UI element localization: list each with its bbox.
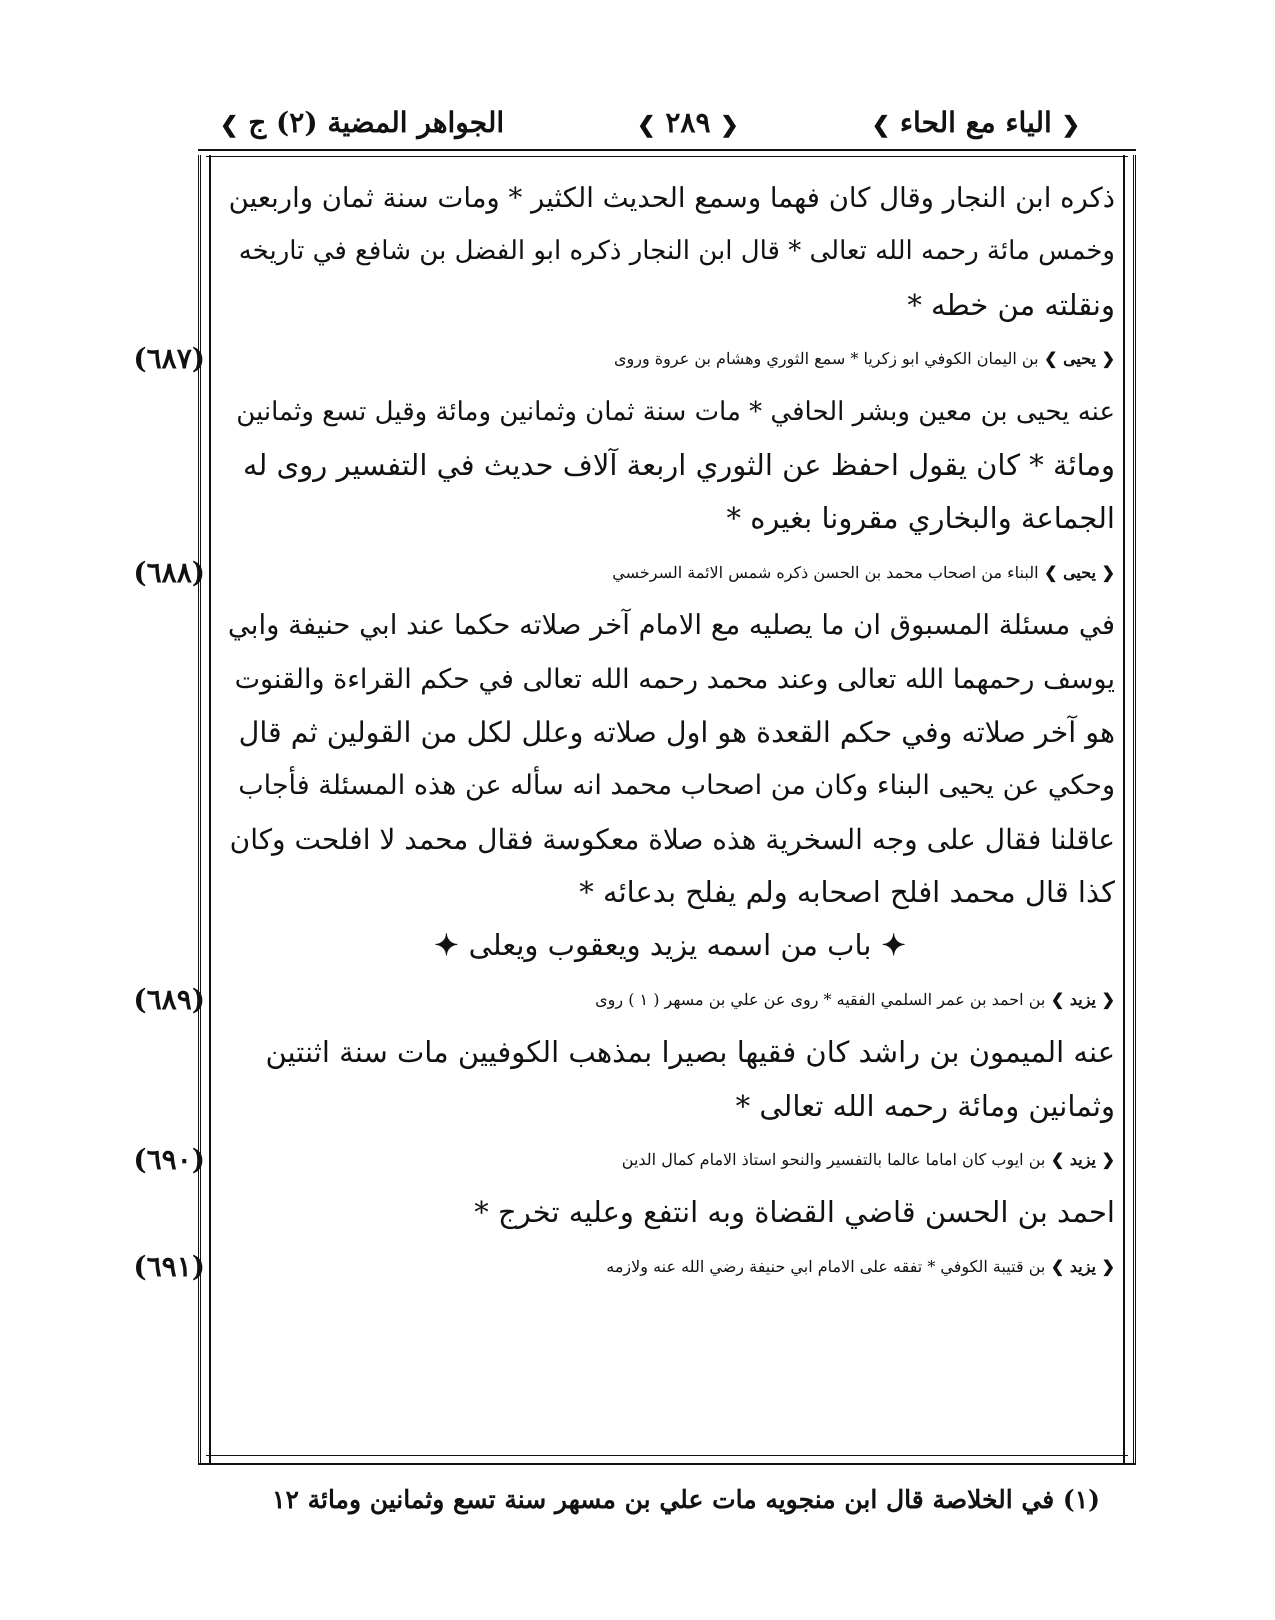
line-text: هو آخر صلاته وفي حكم القعدة هو اول صلاته وعلل لكل من القولين ثم قال xyxy=(238,715,1115,749)
bracket-close-icon: ❯ xyxy=(1045,989,1070,1009)
text-line xyxy=(225,279,1115,332)
text-line xyxy=(225,813,1115,866)
entry-first-line xyxy=(133,332,1115,385)
bracket-open-icon: ❮ xyxy=(1096,989,1115,1009)
text-line xyxy=(225,439,1115,492)
frame-bottom-rule-inner xyxy=(206,1455,1128,1456)
line-text: البناء من اصحاب محمد بن الحسن ذكره شمس الائمة السرخسي xyxy=(612,562,1039,582)
entry-number: (٦٨٨) xyxy=(133,555,205,589)
ornament-icon: ✦ xyxy=(434,928,469,963)
ornament-icon: ✦ xyxy=(871,928,906,963)
text-line xyxy=(225,706,1115,759)
line-text: في مسئلة المسبوق ان ما يصليه مع الامام آخر صلاته حكما عند ابي حنيفة وابي xyxy=(227,609,1115,642)
main-text xyxy=(133,172,1115,1293)
line-text: بن احمد بن عمر السلمي الفقيه * روى عن علي بن مسهر ( ١ ) روى xyxy=(595,989,1046,1009)
running-header xyxy=(220,100,1080,144)
header-book-title xyxy=(220,106,504,139)
line-text: احمد بن الحسن قاضي القضاة وبه انتفع وعليه تخرج * xyxy=(474,1195,1115,1230)
text-line xyxy=(225,653,1115,706)
text-line xyxy=(225,1080,1115,1133)
text-line xyxy=(225,599,1115,652)
line-text: الجماعة والبخاري مقرونا بغيره * xyxy=(726,501,1115,536)
ornament-icon: ❮ xyxy=(1061,111,1080,138)
ornament-icon: ❮ xyxy=(720,111,739,138)
section-heading xyxy=(225,919,1115,972)
entry-first-line xyxy=(133,546,1115,599)
line-text: بن قتيبة الكوفي * تفقه على الامام ابي حنيفة رضي الله عنه ولازمه xyxy=(606,1256,1046,1276)
entry-name: يحيى xyxy=(1063,562,1097,582)
line-text: وخمس مائة رحمه الله تعالى * قال ابن النجار ذكره ابو الفضل بن شافع في تاريخه xyxy=(238,236,1115,267)
frame-top-rule xyxy=(198,149,1136,151)
entry-first-line xyxy=(133,1240,1115,1293)
entry-number: (٦٩١) xyxy=(133,1249,205,1283)
line-text: وحكي عن يحيى البناء وكان من اصحاب محمد انه سأله عن هذه المسئلة فأجاب xyxy=(238,770,1115,802)
bracket-open-icon: ❮ xyxy=(1096,1150,1115,1170)
entry-number: (٦٨٧) xyxy=(133,342,205,376)
text-line xyxy=(225,759,1115,812)
entry-name: يحيى xyxy=(1063,349,1097,369)
text-line xyxy=(225,492,1115,545)
footnote: (١) في الخلاصة قال ابن منجويه مات علي بن مسهر سنة تسع وثمانين ومائة ١٢ xyxy=(272,1485,1100,1514)
entry-first-line xyxy=(133,973,1115,1026)
line-text: يوسف رحمهما الله تعالى وعند محمد رحمه الله تعالى في حكم القراءة والقنوت xyxy=(234,663,1115,695)
text-line xyxy=(225,1026,1115,1079)
text-line xyxy=(225,386,1115,439)
entry-name: يزيد xyxy=(1069,989,1097,1009)
ornament-icon: ❯ xyxy=(871,111,891,138)
entry-number: (٦٨٩) xyxy=(133,982,205,1016)
header-page-number xyxy=(637,106,739,139)
header-left-text: الجواهر المضية (٢) ج xyxy=(248,105,505,139)
line-text: باب من اسمه يزيد ويعقوب ويعلى xyxy=(468,928,872,963)
ornament-icon: ❯ xyxy=(637,111,656,138)
text-line xyxy=(225,1186,1115,1239)
header-section-title xyxy=(872,106,1080,139)
line-text: ذكره ابن النجار وقال كان فهما وسمع الحديث الكثير * ومات سنة ثمان واربعين xyxy=(228,182,1115,214)
line-text: ونقلته من خطه * xyxy=(907,287,1115,322)
header-right-text: الياء مع الحاء xyxy=(899,105,1052,139)
frame-bottom-rule xyxy=(198,1463,1136,1465)
line-text: كذا قال محمد افلح اصحابه ولم يفلح بدعائه * xyxy=(579,875,1115,910)
entry-number: (٦٩٠) xyxy=(133,1143,205,1177)
line-text: عنه يحيى بن معين وبشر الحافي * مات سنة ثمان وثمانين ومائة وقيل تسع وثمانين xyxy=(236,396,1115,427)
page-number: ٢٨٩ xyxy=(665,105,711,139)
line-text: وثمانين ومائة رحمه الله تعالى * xyxy=(735,1088,1115,1123)
line-text: عاقلنا فقال على وجه السخرية هذه صلاة معكوسة فقال محمد لا افلحت وكان xyxy=(229,822,1115,856)
bracket-close-icon: ❯ xyxy=(1038,562,1064,582)
text-line xyxy=(225,172,1115,225)
bracket-close-icon: ❯ xyxy=(1045,1150,1070,1170)
entry-first-line xyxy=(133,1133,1115,1186)
bracket-close-icon: ❯ xyxy=(1038,349,1064,369)
bracket-close-icon: ❯ xyxy=(1045,1256,1070,1276)
text-line xyxy=(225,225,1115,278)
bracket-open-icon: ❮ xyxy=(1096,1256,1115,1276)
bracket-open-icon: ❮ xyxy=(1096,349,1115,369)
line-text: ومائة * كان يقول احفظ عن الثوري اربعة آلاف حديث في التفسير روى له xyxy=(242,447,1115,482)
bracket-open-icon: ❮ xyxy=(1096,562,1115,582)
entry-name: يزيد xyxy=(1069,1256,1097,1276)
ornament-icon: ❯ xyxy=(220,111,239,138)
entry-name: يزيد xyxy=(1069,1150,1097,1170)
line-text: بن ايوب كان اماما عالما بالتفسير والنحو استاذ الامام كمال الدين xyxy=(621,1150,1046,1170)
line-text: بن اليمان الكوفي ابو زكريا * سمع الثوري وهشام بن عروة وروى xyxy=(613,349,1039,369)
line-text: عنه الميمون بن راشد كان فقيها بصيرا بمذهب الكوفيين مات سنة اثنتين xyxy=(265,1035,1115,1070)
text-line xyxy=(225,866,1115,919)
